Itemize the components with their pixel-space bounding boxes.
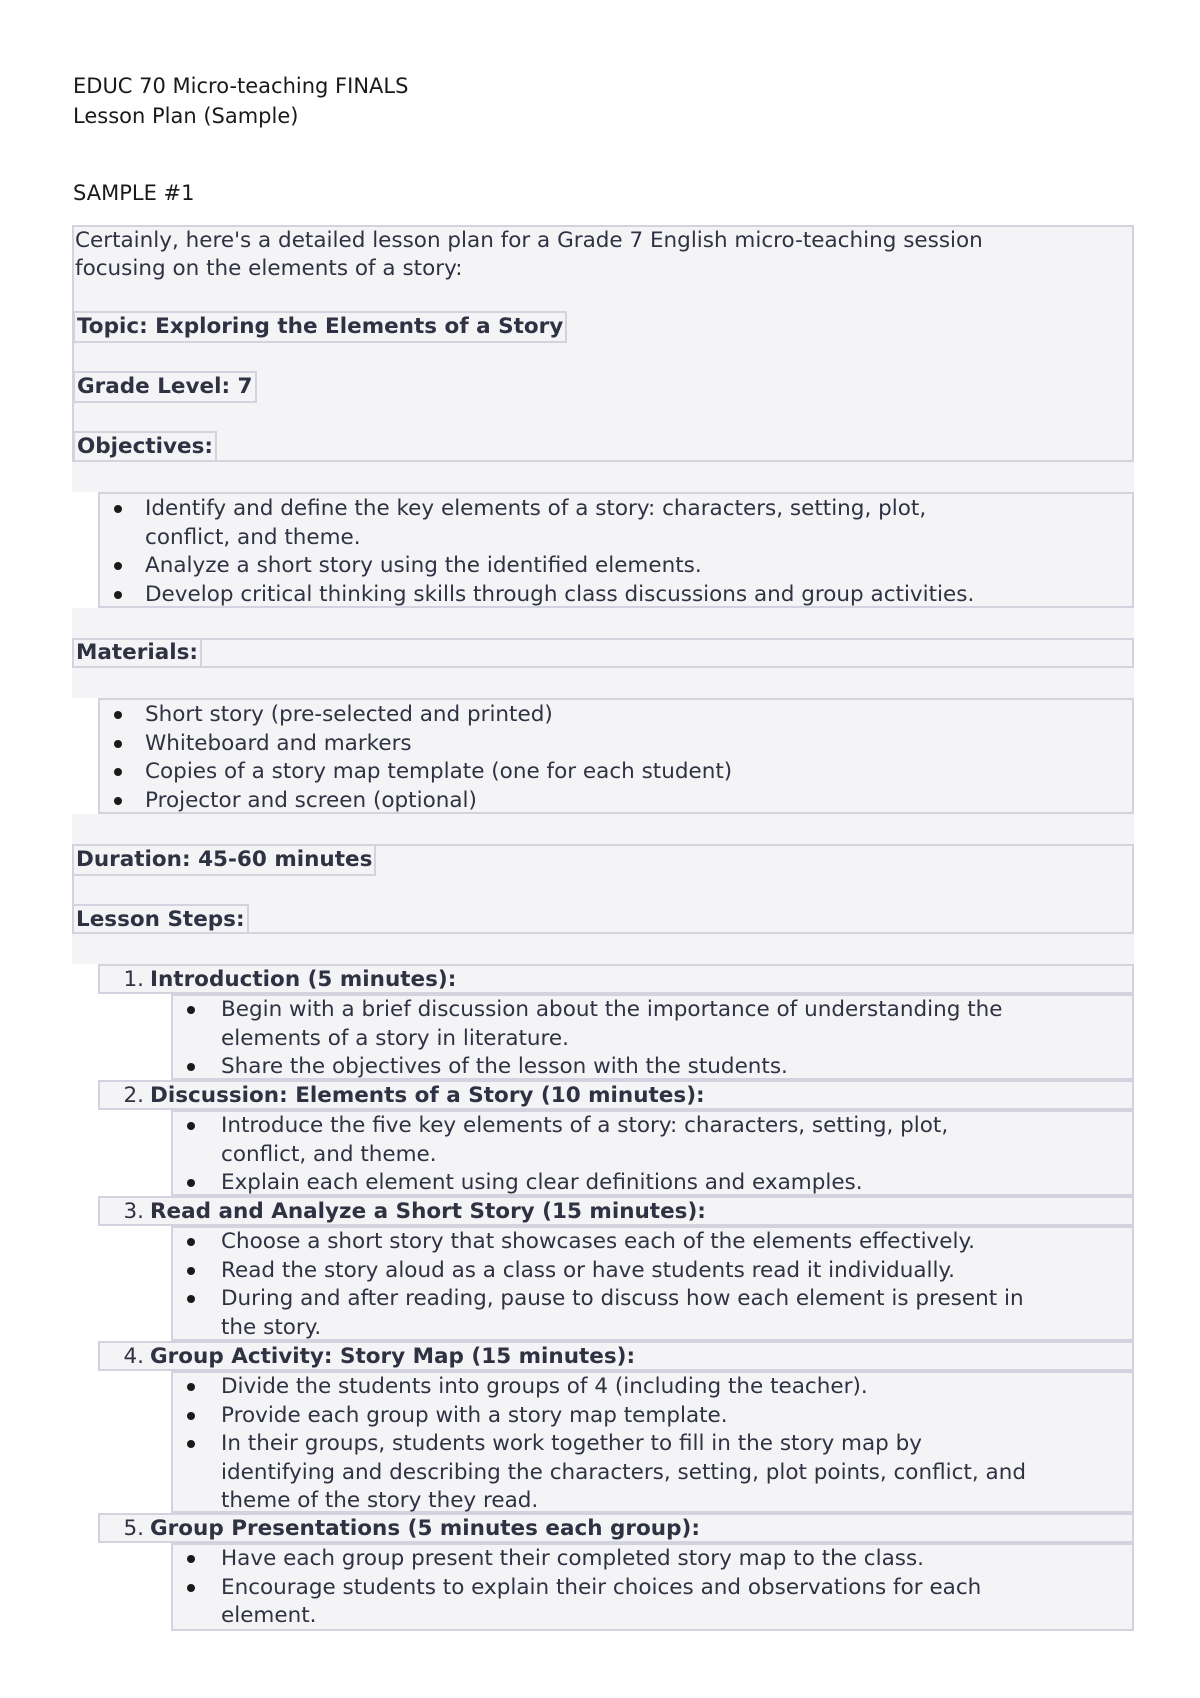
materials-heading-row [72, 638, 1134, 668]
list-item: During and after reading, pause to discuss how each element is present in the story. [173, 1285, 1132, 1342]
list-item: Analyze a short story using the identified elements. [100, 552, 1132, 581]
list-item: Choose a short story that showcases each of the elements effectively. [173, 1228, 1132, 1257]
step-1-title-row [98, 964, 1134, 994]
step-number: 4. [123, 1343, 144, 1369]
step-5-bullets [171, 1543, 1134, 1631]
list-item: Explain each element using clear definitions and examples. [173, 1169, 1132, 1198]
step-4-bullets [171, 1371, 1134, 1513]
list-item: Have each group present their completed story map to the class. [173, 1545, 1132, 1574]
list-item: Introduce the five key elements of a story: characters, setting, plot, conflict, and theme. [173, 1112, 1132, 1169]
objectives-list [98, 492, 1134, 608]
intro-line-1: Certainly, here's a detailed lesson plan for a Grade 7 English micro-teaching session [75, 228, 983, 253]
step-number: 1. [123, 966, 144, 992]
list-item: Projector and screen (optional) [100, 787, 1132, 816]
list-item: Divide the students into groups of 4 (including the teacher). [173, 1373, 1132, 1402]
step-2-bullets [171, 1110, 1134, 1196]
course-title: EDUC 70 Micro-teaching FINALS [73, 74, 409, 98]
step-3-title-row [98, 1196, 1134, 1226]
step-title: Group Activity: Story Map (15 minutes): [150, 1343, 636, 1369]
objectives-heading: Objectives: [73, 431, 217, 463]
duration-heading: Duration: 45-60 minutes [72, 846, 376, 876]
intro-block [72, 225, 1134, 462]
duration-block [72, 844, 1134, 934]
step-title: Group Presentations (5 minutes each group): [150, 1515, 700, 1541]
list-item: In their groups, students work together to fill in the story map by identifying and describing the characters, setting, plot points, conflict, and theme of the story they read. [173, 1430, 1132, 1516]
list-item: Provide each group with a story map template. [173, 1402, 1132, 1431]
list-item: Share the objectives of the lesson with the students. [173, 1053, 1132, 1082]
step-2-title-row [98, 1080, 1134, 1110]
step-1-bullets [171, 994, 1134, 1080]
grade-level-heading: Grade Level: 7 [73, 371, 257, 403]
list-item: Short story (pre-selected and printed) [100, 701, 1132, 730]
step-number: 5. [123, 1515, 144, 1541]
intro-line-2: focusing on the elements of a story: [75, 256, 463, 281]
step-4-title-row [98, 1341, 1134, 1371]
sample-label: SAMPLE #1 [73, 181, 195, 205]
step-number: 2. [123, 1082, 144, 1108]
step-3-bullets [171, 1226, 1134, 1341]
list-item: Read the story aloud as a class or have students read it individually. [173, 1257, 1132, 1286]
list-item: Encourage students to explain their choices and observations for each element. [173, 1574, 1132, 1631]
list-item: Begin with a brief discussion about the importance of understanding the elements of a story in literature. [173, 996, 1132, 1053]
materials-list [98, 698, 1134, 814]
list-item: Develop critical thinking skills through class discussions and group activities. [100, 581, 1132, 610]
list-item: Copies of a story map template (one for each student) [100, 758, 1132, 787]
step-title: Introduction (5 minutes): [150, 966, 457, 992]
materials-heading: Materials: [72, 640, 202, 666]
step-5-title-row [98, 1513, 1134, 1543]
step-number: 3. [123, 1198, 144, 1224]
lesson-steps-heading: Lesson Steps: [72, 904, 249, 936]
list-item: Whiteboard and markers [100, 730, 1132, 759]
document-type: Lesson Plan (Sample) [73, 104, 299, 128]
step-title: Read and Analyze a Short Story (15 minutes): [150, 1198, 706, 1224]
list-item: Identify and define the key elements of a story: characters, setting, plot, conflict, and theme. [100, 495, 1132, 552]
step-title: Discussion: Elements of a Story (10 minutes): [150, 1082, 705, 1108]
topic-heading: Topic: Exploring the Elements of a Story [73, 311, 567, 343]
